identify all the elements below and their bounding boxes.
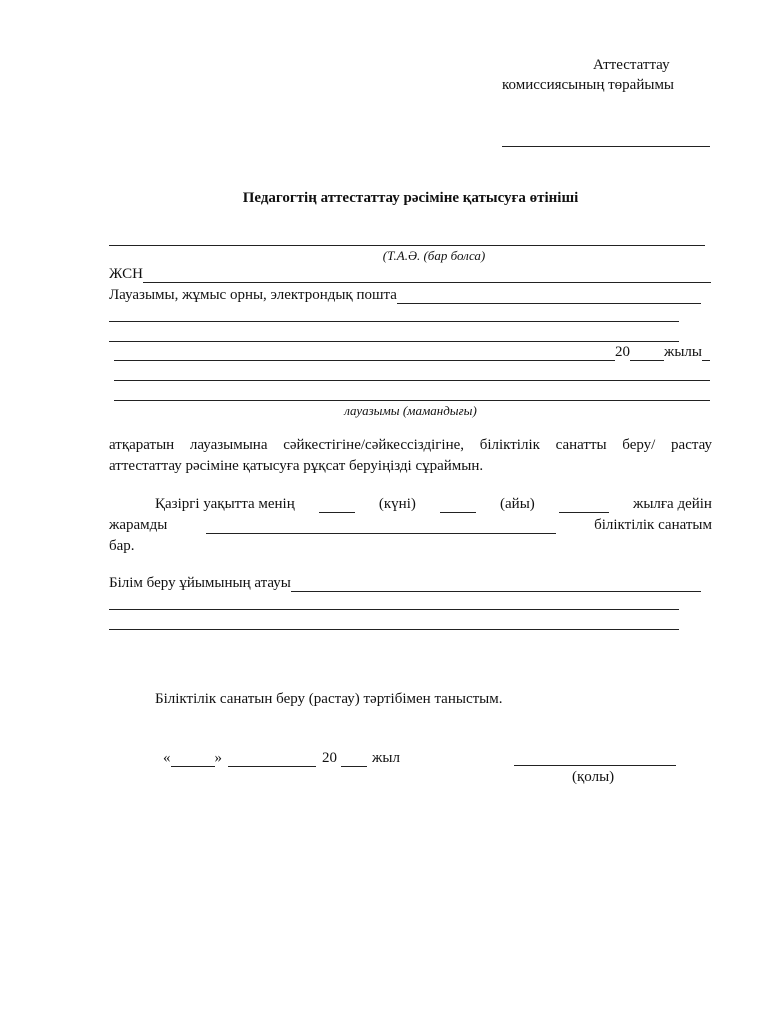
org-line-3[interactable] xyxy=(109,629,679,630)
position-line-2[interactable] xyxy=(109,321,679,322)
iin-row xyxy=(109,265,711,283)
current-year-field[interactable] xyxy=(559,498,609,513)
iin-label: ЖСН xyxy=(109,266,143,282)
current-valid-label: жарамды xyxy=(109,517,168,533)
addressee-line-2: комиссиясының төрайымы xyxy=(502,77,675,93)
year-prefix: 20 xyxy=(614,344,630,360)
position-label: Лауазымы, жұмыс орны, электрондық пошта xyxy=(109,287,397,303)
current-month-field[interactable] xyxy=(440,498,476,513)
form-title: Педагогтің аттестаттау рәсіміне қатысуға өтініші xyxy=(242,190,579,206)
current-category-field[interactable] xyxy=(206,519,556,534)
position-line-4[interactable] xyxy=(114,380,710,381)
addressee-line-1: Аттестаттау xyxy=(593,57,670,73)
position-hint: лауазымы (мамандығы) xyxy=(344,403,477,418)
position-field[interactable] xyxy=(397,289,701,304)
current-day-field[interactable] xyxy=(319,498,355,513)
org-field[interactable] xyxy=(291,577,701,592)
org-row xyxy=(109,574,701,592)
position-line-5[interactable] xyxy=(114,400,710,401)
current-month-label: (айы) xyxy=(500,496,535,512)
current-category-row-1 xyxy=(155,495,712,513)
date-day-field[interactable] xyxy=(171,752,215,767)
acquainted-statement: Біліктілік санатын беру (растау) тәртібімен таныстым. xyxy=(155,691,503,707)
fio-hint: (Т.А.Ә. (бар болса) xyxy=(382,248,486,263)
date-year-field[interactable] xyxy=(341,752,367,767)
org-line-2[interactable] xyxy=(109,609,679,610)
year-row-field[interactable] xyxy=(114,346,615,361)
date-year-suffix: жыл xyxy=(372,750,400,766)
position-row xyxy=(109,286,701,304)
year-row xyxy=(114,343,710,361)
date-row xyxy=(163,749,400,767)
current-category-end: бар. xyxy=(109,538,135,554)
current-category-row-2 xyxy=(109,516,712,534)
fio-line[interactable] xyxy=(109,245,705,246)
year-suffix: жылы xyxy=(663,344,702,360)
signature-hint: (қолы) xyxy=(572,769,615,785)
request-paragraph: атқаратын лауазымына сәйкестігіне/сәйкессіздігіне, біліктілік санатты беру/ растау аттестаттау рәсіміне қатысуға рұқсат беруіңізді сұраймын. xyxy=(109,437,712,474)
current-category-label: біліктілік санатым xyxy=(594,517,712,533)
date-year-prefix: 20 xyxy=(322,750,337,766)
year-tail-field[interactable] xyxy=(702,346,710,361)
current-until-label: жылға дейін xyxy=(632,496,712,512)
position-line-3[interactable] xyxy=(109,341,679,342)
signature-line[interactable] xyxy=(514,765,676,766)
current-day-label: (күні) xyxy=(378,496,416,512)
current-text-a: Қазіргі уақытта менің xyxy=(155,496,295,512)
date-open-quote: « xyxy=(163,750,171,766)
iin-field[interactable] xyxy=(143,268,711,283)
addressee-signature-line xyxy=(502,146,710,147)
date-close-quote: » xyxy=(214,750,222,766)
org-label: Білім беру ұйымының атауы xyxy=(109,575,291,591)
year-field[interactable] xyxy=(630,346,664,361)
date-month-field[interactable] xyxy=(228,752,316,767)
